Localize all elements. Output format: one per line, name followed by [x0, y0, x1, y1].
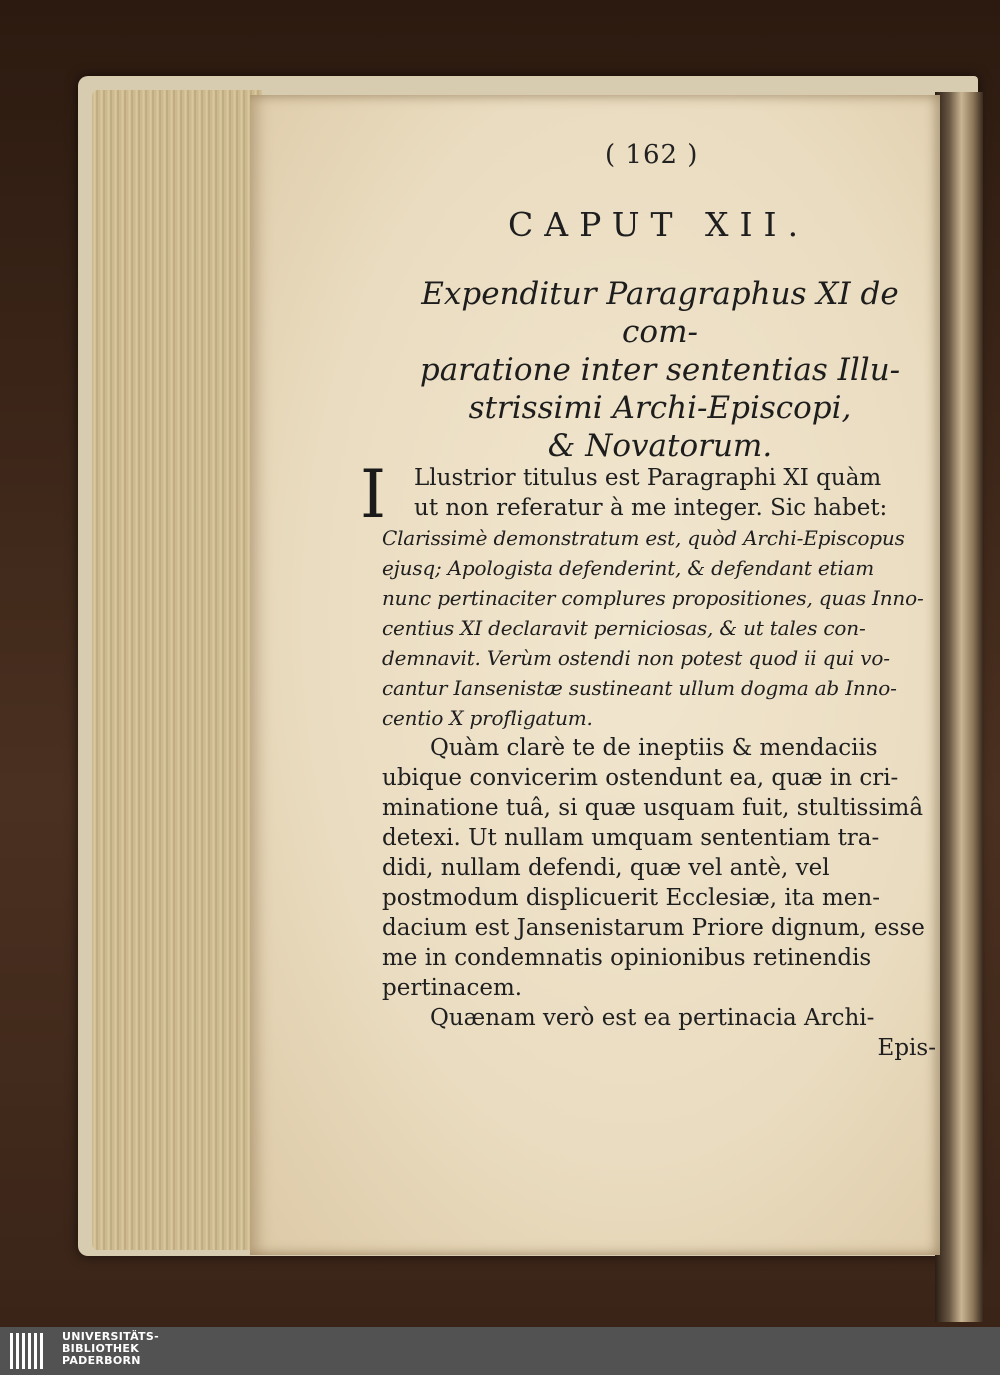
- quote-line: centius XI declaravit perniciosas, & ut tales con-: [382, 616, 866, 640]
- quote-line: demnavit. Verùm ostendi non potest quod ii qui vo-: [382, 646, 890, 670]
- library-footer: [0, 1327, 1000, 1375]
- text-line: ubique convicerim ostendunt ea, quæ in cri-: [382, 765, 899, 791]
- text-line: me in condemnatis opinionibus retinendis: [382, 945, 872, 971]
- catchword: Epis-: [877, 1035, 936, 1061]
- quotation: [382, 523, 936, 733]
- facing-page-edge: [935, 92, 983, 1322]
- paragraph-2: [382, 733, 936, 1003]
- logo-line: PADERBORN: [62, 1354, 141, 1367]
- text-line: dacium est Jansenistarum Priore dignum, esse: [382, 915, 925, 941]
- page-number: ( 162 ): [605, 140, 699, 170]
- text-line: ut non referatur à me integer. Sic habet:: [414, 495, 888, 521]
- library-logo-text: [62, 1331, 159, 1367]
- heading-line: paratione inter sententias Illu-: [419, 352, 901, 388]
- library-logo-icon: [10, 1333, 50, 1369]
- text-line: Quænam verò est ea pertinacia Archi-: [430, 1005, 875, 1031]
- chapter-heading: [390, 275, 930, 465]
- page-edges: [92, 90, 262, 1250]
- text-line: postmodum displicuerit Ecclesiæ, ita men-: [382, 885, 881, 911]
- paragraph-1: [360, 456, 936, 533]
- quote-line: centio X profligatum.: [382, 706, 593, 730]
- heading-line: Expenditur Paragraphus XI de com-: [421, 276, 899, 350]
- book-page: [250, 95, 940, 1255]
- text-line: minatione tuâ, si quæ usquam fuit, stultissimâ: [382, 795, 924, 821]
- quote-line: ejusq; Apologista defenderint, & defendant etiam: [382, 556, 875, 580]
- logo-line: UNIVERSITÄTS-: [62, 1330, 159, 1343]
- heading-line: & Novatorum.: [547, 428, 773, 464]
- paragraph-3: [382, 1003, 936, 1033]
- logo-line: BIBLIOTHEK: [62, 1342, 140, 1355]
- quote-line: cantur Iansenistæ sustineant ullum dogma ab Inno-: [382, 676, 897, 700]
- text-line: detexi. Ut nullam umquam sententiam tra-: [382, 825, 880, 851]
- quote-line: Clarissimè demonstratum est, quòd Archi-Episcopus: [382, 526, 905, 550]
- quote-line: nunc pertinaciter complures propositiones, quas Inno-: [382, 586, 924, 610]
- text-line: Quàm clarè te de ineptiis & mendaciis: [430, 735, 878, 761]
- text-line: pertinacem.: [382, 975, 523, 1001]
- heading-line: strissimi Archi-Episcopi,: [468, 390, 852, 426]
- drop-cap: I: [360, 456, 387, 533]
- chapter-title: CAPUT XII.: [508, 205, 810, 244]
- body-text: [360, 456, 936, 1063]
- text-line: Llustrior titulus est Paragraphi XI quàm: [414, 465, 882, 491]
- text-line: didi, nullam defendi, quæ vel antè, vel: [382, 855, 830, 881]
